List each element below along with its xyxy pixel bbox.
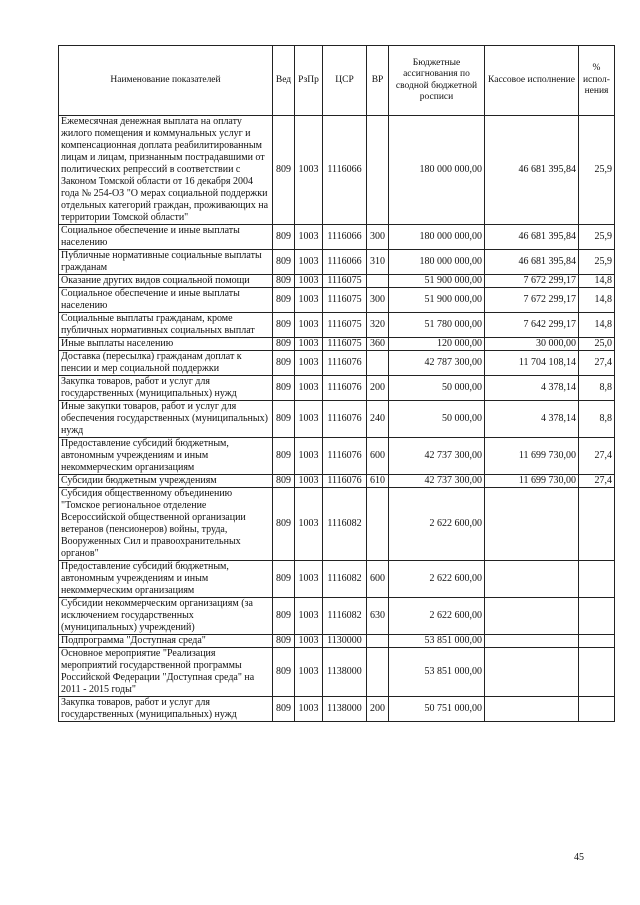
cell-vr bbox=[367, 648, 389, 697]
cell-rzpr: 1003 bbox=[295, 697, 323, 722]
cell-cash: 7 642 299,17 bbox=[485, 313, 579, 338]
cell-cash: 46 681 395,84 bbox=[485, 250, 579, 275]
cell-ved: 809 bbox=[273, 338, 295, 351]
table-row bbox=[59, 561, 615, 598]
cell-name: Доставка (пересылка) гражданам доплат к пенсии и мер социальной поддержки bbox=[59, 351, 273, 376]
cell-ved: 809 bbox=[273, 288, 295, 313]
cell-cash: 46 681 395,84 bbox=[485, 116, 579, 225]
cell-vr: 200 bbox=[367, 697, 389, 722]
cell-ved: 809 bbox=[273, 275, 295, 288]
cell-pct: 25,9 bbox=[579, 116, 615, 225]
cell-budget: 120 000,00 bbox=[389, 338, 485, 351]
cell-ved: 809 bbox=[273, 561, 295, 598]
table-body bbox=[59, 116, 615, 722]
cell-ved: 809 bbox=[273, 635, 295, 648]
table-row bbox=[59, 488, 615, 561]
cell-rzpr: 1003 bbox=[295, 275, 323, 288]
table-row bbox=[59, 401, 615, 438]
table-row bbox=[59, 376, 615, 401]
cell-name: Подпрограмма "Доступная среда" bbox=[59, 635, 273, 648]
cell-name: Ежемесячная денежная выплата на оплату жилого помещения и коммунальных услуг и компенсационная доплата реабилитированным лицам и лицам, признанным пострадавшими от политических репрессий в соответствии с Законом Томской области от 16 декабря 2004 года № 254-ОЗ "О мерах социальной поддержки отдельных категорий граждан, проживающих на территории Томской области" bbox=[59, 116, 273, 225]
cell-cash: 7 672 299,17 bbox=[485, 288, 579, 313]
cell-vr: 630 bbox=[367, 598, 389, 635]
cell-cash: 4 378,14 bbox=[485, 401, 579, 438]
cell-budget: 51 780 000,00 bbox=[389, 313, 485, 338]
cell-vr: 600 bbox=[367, 561, 389, 598]
cell-ved: 809 bbox=[273, 225, 295, 250]
cell-ved: 809 bbox=[273, 250, 295, 275]
cell-ved: 809 bbox=[273, 313, 295, 338]
cell-rzpr: 1003 bbox=[295, 338, 323, 351]
header-name: Наименование показателей bbox=[59, 46, 273, 116]
cell-cash: 11 699 730,00 bbox=[485, 438, 579, 475]
cell-pct: 27,4 bbox=[579, 475, 615, 488]
table-row bbox=[59, 648, 615, 697]
cell-name: Субсидии некоммерческим организациям (за исключением государственных (муниципальных) учреждений) bbox=[59, 598, 273, 635]
cell-name: Субсидии бюджетным учреждениям bbox=[59, 475, 273, 488]
cell-cash: 11 704 108,14 bbox=[485, 351, 579, 376]
cell-csr: 1116066 bbox=[323, 116, 367, 225]
cell-pct: 14,8 bbox=[579, 275, 615, 288]
cell-csr: 1116076 bbox=[323, 475, 367, 488]
header-vr: ВР bbox=[367, 46, 389, 116]
cell-cash: 4 378,14 bbox=[485, 376, 579, 401]
cell-budget: 51 900 000,00 bbox=[389, 275, 485, 288]
cell-budget: 180 000 000,00 bbox=[389, 116, 485, 225]
table-row bbox=[59, 225, 615, 250]
cell-vr bbox=[367, 488, 389, 561]
cell-cash bbox=[485, 648, 579, 697]
table-row bbox=[59, 313, 615, 338]
cell-cash bbox=[485, 561, 579, 598]
cell-ved: 809 bbox=[273, 376, 295, 401]
cell-name: Публичные нормативные социальные выплаты гражданам bbox=[59, 250, 273, 275]
cell-pct: 14,8 bbox=[579, 313, 615, 338]
cell-csr: 1116075 bbox=[323, 313, 367, 338]
cell-budget: 50 751 000,00 bbox=[389, 697, 485, 722]
table-row bbox=[59, 116, 615, 225]
cell-pct bbox=[579, 561, 615, 598]
cell-vr: 300 bbox=[367, 225, 389, 250]
cell-pct: 8,8 bbox=[579, 401, 615, 438]
cell-cash: 30 000,00 bbox=[485, 338, 579, 351]
cell-vr: 360 bbox=[367, 338, 389, 351]
page-number: 45 bbox=[574, 852, 584, 863]
cell-csr: 1116082 bbox=[323, 488, 367, 561]
cell-vr: 600 bbox=[367, 438, 389, 475]
cell-budget: 50 000,00 bbox=[389, 401, 485, 438]
cell-ved: 809 bbox=[273, 648, 295, 697]
cell-vr: 310 bbox=[367, 250, 389, 275]
table-row bbox=[59, 250, 615, 275]
header-cash: Кассовое исполнение bbox=[485, 46, 579, 116]
cell-pct bbox=[579, 598, 615, 635]
header-rzpr: РзПр bbox=[295, 46, 323, 116]
cell-budget: 50 000,00 bbox=[389, 376, 485, 401]
cell-name: Оказание других видов социальной помощи bbox=[59, 275, 273, 288]
table-row bbox=[59, 288, 615, 313]
cell-name: Предоставление субсидий бюджетным, автономным учреждениям и иным некоммерческим организациям bbox=[59, 561, 273, 598]
cell-budget: 2 622 600,00 bbox=[389, 598, 485, 635]
cell-ved: 809 bbox=[273, 351, 295, 376]
cell-pct: 25,9 bbox=[579, 250, 615, 275]
cell-budget: 42 787 300,00 bbox=[389, 351, 485, 376]
cell-pct bbox=[579, 488, 615, 561]
cell-pct: 27,4 bbox=[579, 351, 615, 376]
cell-ved: 809 bbox=[273, 475, 295, 488]
cell-budget: 53 851 000,00 bbox=[389, 648, 485, 697]
cell-cash: 46 681 395,84 bbox=[485, 225, 579, 250]
cell-budget: 51 900 000,00 bbox=[389, 288, 485, 313]
table-row bbox=[59, 351, 615, 376]
cell-budget: 180 000 000,00 bbox=[389, 250, 485, 275]
cell-ved: 809 bbox=[273, 401, 295, 438]
cell-vr bbox=[367, 275, 389, 288]
cell-budget: 2 622 600,00 bbox=[389, 488, 485, 561]
header-ved: Вед bbox=[273, 46, 295, 116]
cell-rzpr: 1003 bbox=[295, 635, 323, 648]
cell-cash bbox=[485, 697, 579, 722]
cell-pct: 25,9 bbox=[579, 225, 615, 250]
cell-csr: 1116075 bbox=[323, 288, 367, 313]
cell-name: Основное мероприятие "Реализация мероприятий государственной программы Российской Федерации "Доступная среда" на 2011 - 2015 годы" bbox=[59, 648, 273, 697]
cell-rzpr: 1003 bbox=[295, 598, 323, 635]
table-row bbox=[59, 338, 615, 351]
cell-rzpr: 1003 bbox=[295, 250, 323, 275]
cell-csr: 1116076 bbox=[323, 376, 367, 401]
table-header-row bbox=[59, 46, 615, 116]
cell-rzpr: 1003 bbox=[295, 475, 323, 488]
cell-name: Предоставление субсидий бюджетным, автономным учреждениям и иным некоммерческим организациям bbox=[59, 438, 273, 475]
cell-budget: 42 737 300,00 bbox=[389, 475, 485, 488]
cell-csr: 1116066 bbox=[323, 250, 367, 275]
cell-csr: 1116075 bbox=[323, 338, 367, 351]
header-budget: Бюджетные ассигнования по сводной бюджетной росписи bbox=[389, 46, 485, 116]
table-row bbox=[59, 275, 615, 288]
cell-csr: 1116076 bbox=[323, 401, 367, 438]
table-row bbox=[59, 475, 615, 488]
cell-csr: 1130000 bbox=[323, 635, 367, 648]
cell-name: Социальное обеспечение и иные выплаты населению bbox=[59, 288, 273, 313]
cell-name: Иные закупки товаров, работ и услуг для обеспечения государственных (муниципальных) нужд bbox=[59, 401, 273, 438]
cell-pct: 8,8 bbox=[579, 376, 615, 401]
table-row bbox=[59, 635, 615, 648]
cell-vr: 610 bbox=[367, 475, 389, 488]
cell-rzpr: 1003 bbox=[295, 561, 323, 598]
cell-csr: 1116075 bbox=[323, 275, 367, 288]
cell-csr: 1116082 bbox=[323, 598, 367, 635]
cell-ved: 809 bbox=[273, 697, 295, 722]
cell-name: Социальное обеспечение и иные выплаты населению bbox=[59, 225, 273, 250]
cell-vr: 320 bbox=[367, 313, 389, 338]
cell-budget: 53 851 000,00 bbox=[389, 635, 485, 648]
cell-rzpr: 1003 bbox=[295, 313, 323, 338]
cell-vr: 240 bbox=[367, 401, 389, 438]
cell-cash: 7 672 299,17 bbox=[485, 275, 579, 288]
cell-budget: 42 737 300,00 bbox=[389, 438, 485, 475]
cell-csr: 1138000 bbox=[323, 648, 367, 697]
cell-name: Закупка товаров, работ и услуг для государственных (муниципальных) нужд bbox=[59, 697, 273, 722]
cell-csr: 1116066 bbox=[323, 225, 367, 250]
cell-rzpr: 1003 bbox=[295, 376, 323, 401]
cell-name: Социальные выплаты гражданам, кроме публичных нормативных социальных выплат bbox=[59, 313, 273, 338]
cell-csr: 1116082 bbox=[323, 561, 367, 598]
cell-cash: 11 699 730,00 bbox=[485, 475, 579, 488]
cell-vr: 300 bbox=[367, 288, 389, 313]
cell-pct: 14,8 bbox=[579, 288, 615, 313]
cell-name: Закупка товаров, работ и услуг для государственных (муниципальных) нужд bbox=[59, 376, 273, 401]
cell-rzpr: 1003 bbox=[295, 648, 323, 697]
cell-rzpr: 1003 bbox=[295, 438, 323, 475]
cell-ved: 809 bbox=[273, 488, 295, 561]
cell-pct bbox=[579, 635, 615, 648]
cell-pct: 27,4 bbox=[579, 438, 615, 475]
cell-budget: 180 000 000,00 bbox=[389, 225, 485, 250]
cell-budget: 2 622 600,00 bbox=[389, 561, 485, 598]
cell-cash bbox=[485, 488, 579, 561]
cell-rzpr: 1003 bbox=[295, 401, 323, 438]
table-row bbox=[59, 598, 615, 635]
cell-name: Иные выплаты населению bbox=[59, 338, 273, 351]
cell-rzpr: 1003 bbox=[295, 351, 323, 376]
header-pct: % испол-нения bbox=[579, 46, 615, 116]
cell-ved: 809 bbox=[273, 438, 295, 475]
cell-pct bbox=[579, 648, 615, 697]
cell-rzpr: 1003 bbox=[295, 488, 323, 561]
cell-vr: 200 bbox=[367, 376, 389, 401]
header-csr: ЦСР bbox=[323, 46, 367, 116]
cell-csr: 1116076 bbox=[323, 438, 367, 475]
cell-rzpr: 1003 bbox=[295, 225, 323, 250]
table-row bbox=[59, 438, 615, 475]
cell-ved: 809 bbox=[273, 598, 295, 635]
cell-rzpr: 1003 bbox=[295, 116, 323, 225]
cell-vr bbox=[367, 351, 389, 376]
cell-vr bbox=[367, 116, 389, 225]
cell-ved: 809 bbox=[273, 116, 295, 225]
cell-name: Субсидия общественному объединению "Томское региональное отделение Всероссийской общественной организации ветеранов (пенсионеров) войны, труда, Вооруженных Сил и правоохранительных органов" bbox=[59, 488, 273, 561]
cell-csr: 1138000 bbox=[323, 697, 367, 722]
cell-csr: 1116076 bbox=[323, 351, 367, 376]
cell-cash bbox=[485, 598, 579, 635]
cell-vr bbox=[367, 635, 389, 648]
cell-rzpr: 1003 bbox=[295, 288, 323, 313]
cell-pct: 25,0 bbox=[579, 338, 615, 351]
cell-pct bbox=[579, 697, 615, 722]
cell-cash bbox=[485, 635, 579, 648]
table-row bbox=[59, 697, 615, 722]
budget-execution-table bbox=[58, 45, 615, 722]
